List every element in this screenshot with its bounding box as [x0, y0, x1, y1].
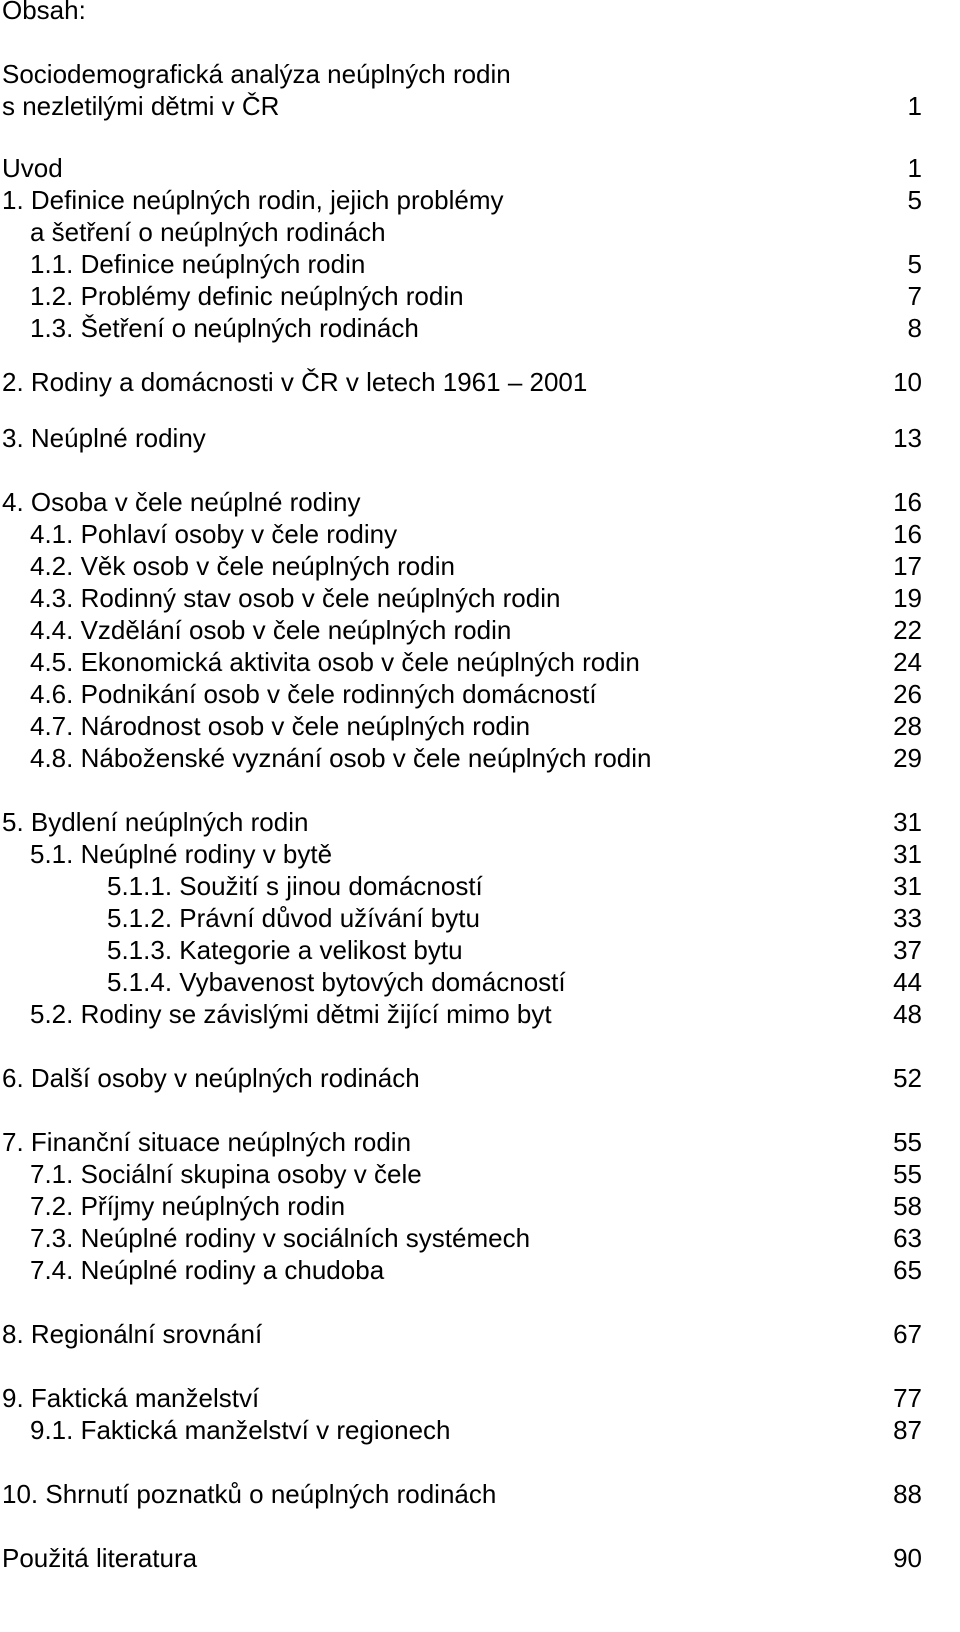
toc-entry-title: 5. Bydlení neúplných rodin — [2, 807, 309, 837]
toc-entry-page-number: 7 — [907, 281, 922, 311]
toc-entry-page-number: 55 — [893, 1127, 922, 1157]
toc-entry-page-number: 55 — [893, 1159, 922, 1189]
toc-entry-title: Sociodemografická analýza neúplných rodin — [2, 59, 511, 89]
toc-entry — [0, 742, 960, 774]
toc-entry-title: s nezletilými dětmi v ČR — [2, 91, 280, 121]
toc-entry — [0, 1414, 960, 1446]
toc-entry — [0, 934, 960, 966]
toc-entry — [0, 646, 960, 678]
toc-entry-title: 10. Shrnutí poznatků o neúplných rodinách — [2, 1479, 497, 1509]
toc-entry-page-number: 8 — [907, 313, 922, 343]
toc-entry — [0, 710, 960, 742]
toc-entry-title: 5.1. Neúplné rodiny v bytě — [30, 839, 333, 869]
toc-entry-page-number: 22 — [893, 615, 922, 645]
toc-entry — [0, 312, 960, 344]
toc-entry-page-number: 17 — [893, 551, 922, 581]
toc-entry-title: 2. Rodiny a domácnosti v ČR v letech 1961 – 2001 — [2, 367, 588, 397]
toc-entry-page-number: 31 — [893, 839, 922, 869]
toc-entry-page-number: 13 — [893, 423, 922, 453]
toc-entry-title: a šetření o neúplných rodinách — [30, 217, 386, 247]
toc-entry — [0, 1318, 960, 1350]
toc-entry — [0, 280, 960, 312]
toc-entry-page-number: 77 — [893, 1383, 922, 1413]
toc-entry — [0, 678, 960, 710]
toc-entry-page-number: 16 — [893, 519, 922, 549]
toc-entry — [0, 1542, 960, 1574]
toc-entry — [0, 366, 960, 398]
toc-entry-page-number: 67 — [893, 1319, 922, 1349]
toc-entry-page-number: 5 — [907, 249, 922, 279]
toc-entry-title: 7.1. Sociální skupina osoby v čele — [30, 1159, 422, 1189]
toc-entry-title: 4.5. Ekonomická aktivita osob v čele neúplných rodin — [30, 647, 640, 677]
toc-entry-title: 5.1.1. Soužití s jinou domácností — [107, 871, 483, 901]
toc-entry-title: 4. Osoba v čele neúplné rodiny — [2, 487, 361, 517]
toc-entry — [0, 1254, 960, 1286]
toc-entry-page-number: 10 — [893, 367, 922, 397]
toc-entry — [0, 614, 960, 646]
toc-entry — [0, 152, 960, 184]
toc-entry — [0, 422, 960, 454]
toc-entry — [0, 870, 960, 902]
toc-entry — [0, 1382, 960, 1414]
toc-entry-page-number: 63 — [893, 1223, 922, 1253]
toc-entry-page-number: 48 — [893, 999, 922, 1029]
toc-entry-page-number: 31 — [893, 807, 922, 837]
toc-entry — [0, 518, 960, 550]
toc-entry-title: 5.1.4. Vybavenost bytových domácností — [107, 967, 566, 997]
toc-entry-title: 7. Finanční situace neúplných rodin — [2, 1127, 412, 1157]
toc-entry-title: 7.3. Neúplné rodiny v sociálních systémech — [30, 1223, 531, 1253]
toc-entry-page-number: 29 — [893, 743, 922, 773]
toc-entry — [0, 1190, 960, 1222]
toc-entry — [0, 838, 960, 870]
toc-entry — [0, 1222, 960, 1254]
toc-entry — [0, 998, 960, 1030]
toc-entry-page-number: 31 — [893, 871, 922, 901]
toc-entry — [0, 486, 960, 518]
toc-entry — [0, 184, 960, 216]
toc-entry-title: 3. Neúplné rodiny — [2, 423, 206, 453]
toc-entry-title: 1.1. Definice neúplných rodin — [30, 249, 366, 279]
toc-entry-page-number: 58 — [893, 1191, 922, 1221]
toc-entry — [0, 1126, 960, 1158]
toc-entry — [0, 902, 960, 934]
toc-entry-title: 8. Regionální srovnání — [2, 1319, 263, 1349]
toc-entry-title: 9.1. Faktická manželství v regionech — [30, 1415, 451, 1445]
toc-entry-title: 1. Definice neúplných rodin, jejich problémy — [2, 185, 504, 215]
toc-entry-page-number: 37 — [893, 935, 922, 965]
toc-entry — [0, 550, 960, 582]
toc-entry — [0, 58, 960, 90]
toc-entry-title: 4.8. Náboženské vyznání osob v čele neúplných rodin — [30, 743, 652, 773]
toc-entry-title: 4.6. Podnikání osob v čele rodinných domácností — [30, 679, 597, 709]
toc-entry-page-number: 26 — [893, 679, 922, 709]
toc-entry — [0, 582, 960, 614]
toc-entry — [0, 216, 960, 248]
toc-entry-page-number: 19 — [893, 583, 922, 613]
toc-entry-title: 6. Další osoby v neúplných rodinách — [2, 1063, 420, 1093]
toc-entry-title: 4.4. Vzdělání osob v čele neúplných rodin — [30, 615, 512, 645]
toc-entry-page-number: 28 — [893, 711, 922, 741]
toc-entry-title: Použitá literatura — [2, 1543, 198, 1573]
toc-entry-page-number: 44 — [893, 967, 922, 997]
toc-entry-page-number: 52 — [893, 1063, 922, 1093]
toc-entry-title: 4.3. Rodinný stav osob v čele neúplných rodin — [30, 583, 561, 613]
contents-heading: Obsah: — [2, 0, 86, 25]
toc-entry-title: 5.1.2. Právní důvod užívání bytu — [107, 903, 480, 933]
toc-entry — [0, 1062, 960, 1094]
toc-entry-page-number: 24 — [893, 647, 922, 677]
toc-entry — [0, 1478, 960, 1510]
toc-entry-title: 1.2. Problémy definic neúplných rodin — [30, 281, 464, 311]
toc-entry — [0, 248, 960, 280]
toc-entry-page-number: 16 — [893, 487, 922, 517]
toc-entry-page-number: 1 — [907, 91, 922, 121]
toc-entry-title: 7.2. Příjmy neúplných rodin — [30, 1191, 346, 1221]
toc-entry — [0, 806, 960, 838]
toc-entry — [0, 90, 960, 122]
toc-entry-title: Uvod — [2, 153, 63, 183]
toc-entry-title: 4.2. Věk osob v čele neúplných rodin — [30, 551, 455, 581]
toc-entry-page-number: 5 — [907, 185, 922, 215]
toc-entry-page-number: 1 — [907, 153, 922, 183]
toc-entry-page-number: 88 — [893, 1479, 922, 1509]
toc-entry-page-number: 33 — [893, 903, 922, 933]
toc-entry-title: 5.2. Rodiny se závislými dětmi žijící mimo byt — [30, 999, 552, 1029]
toc-entry-page-number: 65 — [893, 1255, 922, 1285]
toc-entry-page-number: 90 — [893, 1543, 922, 1573]
toc-entry-title: 9. Faktická manželství — [2, 1383, 260, 1413]
toc-entry — [0, 1158, 960, 1190]
toc-entry-title: 4.1. Pohlaví osoby v čele rodiny — [30, 519, 398, 549]
toc-entry-title: 5.1.3. Kategorie a velikost bytu — [107, 935, 463, 965]
toc-entry-page-number: 87 — [893, 1415, 922, 1445]
toc-entry — [0, 966, 960, 998]
toc-entry-title: 4.7. Národnost osob v čele neúplných rodin — [30, 711, 531, 741]
toc-entry-title: 1.3. Šetření o neúplných rodinách — [30, 313, 419, 343]
toc-entry-title: 7.4. Neúplné rodiny a chudoba — [30, 1255, 385, 1285]
